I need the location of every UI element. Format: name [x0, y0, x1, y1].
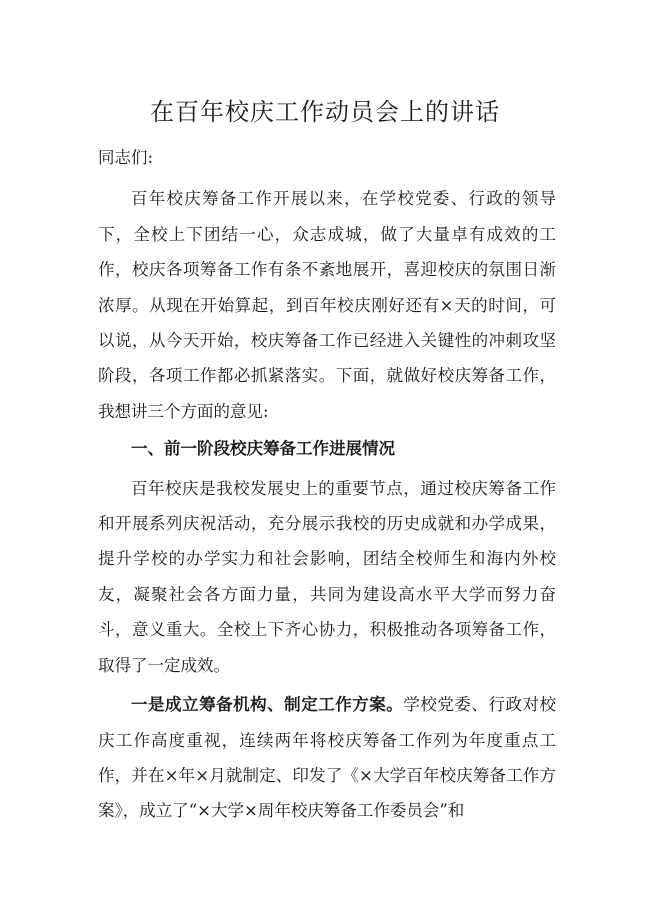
document-title: 在百年校庆工作动员会上的讲话 — [150, 98, 500, 126]
section-1-paragraph: 百年校庆是我校发展史上的重要节点，通过校庆筹备工作和开展系列庆祝活动，充分展示我校的历史成就和办学成果，提升学校的办学实力和社会影响，团结全校师生和海内外校友，凝聚社会各方面力量，共同为建设高水平大学而努力奋斗，意义重大。全校上下齐心协力，积极推动各项筹备工作，取得了一定成效。 — [98, 478, 556, 675]
point-1-lead: 一是成立筹备机构、制定工作方案。 — [131, 695, 404, 715]
point-1-text: 学校党委、行政对校庆工作高度重视，连续两年将校庆筹备工作列为年度重点工作，并在×年×月就制定、印发了《×大学百年校庆筹备工作方案》，成立了“×大学×周年校庆筹备工作委员会”和 — [98, 695, 557, 821]
point-1-paragraph — [98, 687, 556, 829]
intro-paragraph: 百年校庆筹备工作开展以来，在学校党委、行政的领导下，全校上下团结一心，众志成城，做了大量卓有成效的工作，校庆各项筹备工作有条不紊地展开，喜迎校庆的氛围日渐浓厚。从现在开始算起，到百年校庆刚好还有×天的时间，可以说，从今天开始，校庆筹备工作已经进入关键性的冲刺攻坚阶段，各项工作都必抓紧落实。下面，就做好校庆筹备工作，我想讲三个方面的意见: — [98, 189, 556, 421]
salutation: 同志们: — [98, 148, 154, 167]
section-heading-1: 一、前一阶段校庆筹备工作进展情况 — [131, 439, 395, 459]
document-body — [98, 140, 556, 829]
